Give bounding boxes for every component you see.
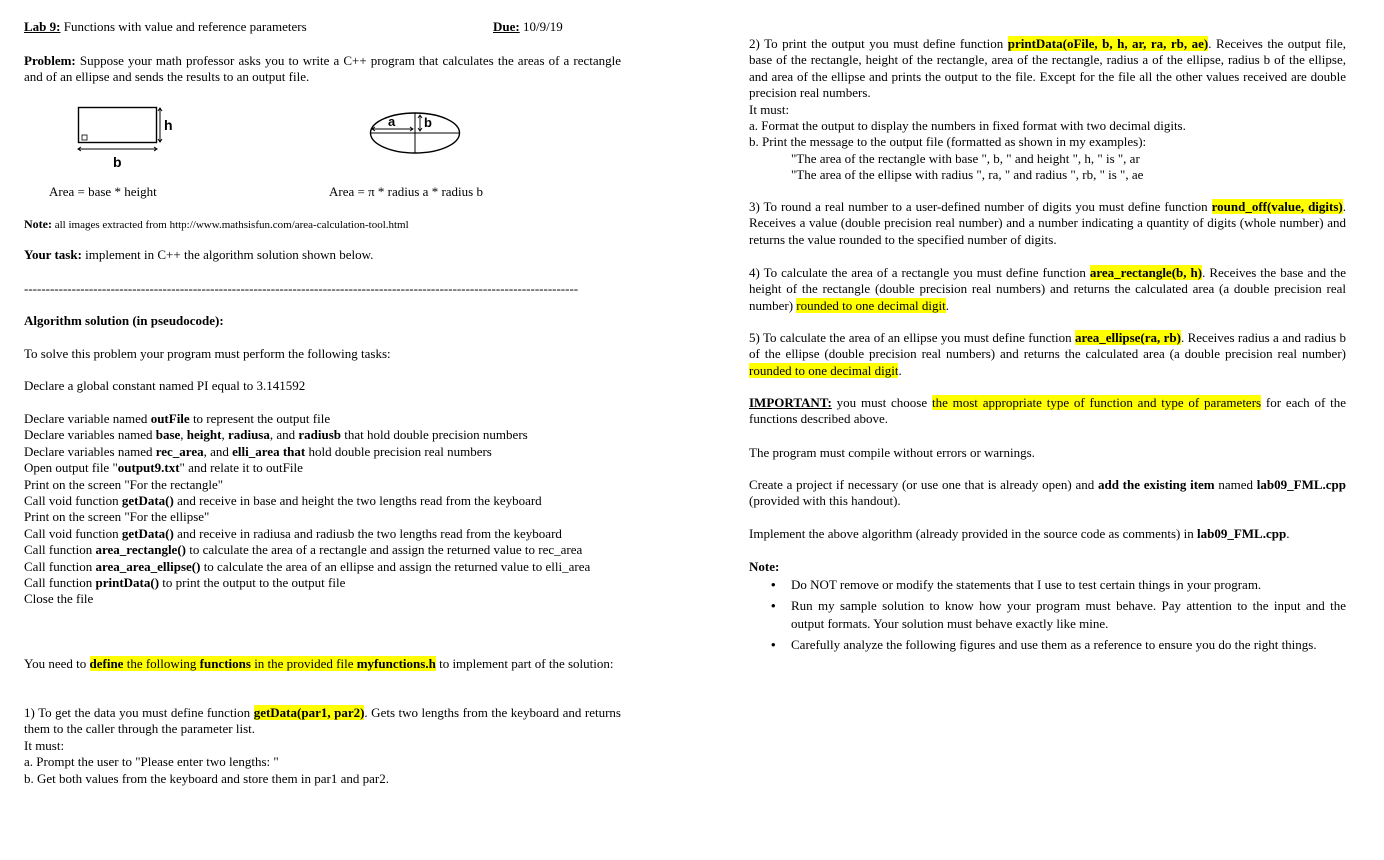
list-item: • Do NOT remove or modify the statements that I use to test certain things in your program. <box>791 576 1346 595</box>
note-text: all images extracted from http://www.mathsisfun.com/area-calculation-tool.html <box>54 219 409 231</box>
task-label: Your task: <box>24 247 82 262</box>
step-declare-lengths: Declare variables named base, height, radiusa, and radiusb that hold double precision numbers <box>24 427 528 443</box>
step-area-rectangle: Call function area_rectangle() to calculate the area of a rectangle and assign the returned value to rec_area <box>24 542 583 558</box>
step-declare-areas: Declare variables named rec_area, and elli_area that hold double precision real numbers <box>24 443 492 459</box>
list-item: • Run my sample solution to know how your program must behave. Pay attention to the input and the output formats. Your solution must behave exactly like mine. <box>791 597 1346 634</box>
ellipse-b-label: b <box>424 115 432 130</box>
lab-label: Lab 9: <box>24 19 61 34</box>
step-print-rectangle: Print on the screen "For the rectangle" <box>24 476 224 492</box>
step-open-file: Open output file "output9.txt" and relate it to outFile <box>24 460 303 476</box>
algorithm-steps <box>24 411 621 608</box>
task-line <box>24 247 621 263</box>
function-2-printdata: 2) To print the output you must define function printData(oFile, b, h, ar, ra, rb, ae). Receives the output file, base of the rectangle, height of the rectangle, area of the rectangle, radius a of the ellipse, radius b of the ellipse, and area of the ellipse and prints the output to the file. Except for the file all the other values received are double precision real numbers. It must: a. Format the output to display the numbers in fixed format with two decimal digits. b. Print the message to the output file (formatted as shown in my examples): "The area of the rectangle with base ", b, " and height ", h, " is ", ar "The area of the ellipse with radius ", ra, " and radius ", rb, " is ", ae <box>749 36 1346 183</box>
function-1-getdata: 1) To get the data you must define function getData(par1, par2). Gets two lengths from the keyboard and returns them to the caller through the parameter list. It must: a. Prompt the user to "Please enter two lengths: " b. Get both values from the keyboard and store them in par1 and par2. <box>24 705 621 786</box>
implement-paragraph: Implement the above algorithm (already provided in the source code as comments) in lab09_FML.cpp. <box>749 526 1290 541</box>
ellipse-formula: Area = π * radius a * radius b <box>329 184 483 199</box>
list-item: • Carefully analyze the following figures and use them as a reference to ensure you do the right things. <box>791 636 1346 655</box>
note-heading: Note: <box>749 559 780 574</box>
ellipse-figure <box>369 110 464 156</box>
note-source <box>24 216 621 233</box>
function-5-area-ellipse: 5) To calculate the area of an ellipse you must define function area_ellipse(ra, rb). Receives radius a and radius b of the ellipse (double precision real numbers) and returns the calculated area (a double precision real number) rounded to one decimal digit. <box>749 330 1346 378</box>
problem-label: Problem: <box>24 53 76 68</box>
function-3-roundoff: 3) To round a real number to a user-defined number of digits you must define function round_off(value, digits). Receives a value (double precision real number) and a number indicating a quantity of digits (whole number) and returns the value rounded to the specified number of digits. <box>749 199 1346 247</box>
define-functions-paragraph: You need to define the following functions in the provided file myfunctions.h to implement part of the solution: <box>24 656 614 671</box>
lab-title: Functions with value and reference parameters <box>63 19 307 34</box>
step-outfile: Declare variable named outFile to represent the output file <box>24 411 331 426</box>
step-area-ellipse: Call function area_area_ellipse() to calculate the area of an ellipse and assign the returned value to elli_area <box>24 558 591 574</box>
rect-h-label: h <box>164 117 173 133</box>
function-4-area-rectangle: 4) To calculate the area of a rectangle you must define function area_rectangle(b, h). Receives the base and the height of the rectangle (double precision real numbers) and returns the calculated area (a double precision real number) rounded to one decimal digit. <box>749 265 1346 313</box>
ellipse-a-label: a <box>388 114 396 129</box>
compile-note: The program must compile without errors or warnings. <box>749 445 1035 460</box>
rect-b-label: b <box>113 154 122 170</box>
step-print-data: Call function printData() to print the output to the output file <box>24 575 346 591</box>
example-rectangle: "The area of the rectangle with base ", b, " and height ", h, " is ", ar <box>791 150 1140 166</box>
due-date: Due: 10/9/19 <box>493 19 563 34</box>
rectangle-figure <box>74 102 214 172</box>
project-paragraph: Create a project if necessary (or use one that is already open) and add the existing item named lab09_FML.cpp (provided with this handout). <box>749 477 1346 509</box>
problem-text: Suppose your math professor asks you to write a C++ program that calculates the areas of a rectangle and of an ellipse and sends the results to an output file. <box>24 53 621 85</box>
notes-list <box>749 576 1346 656</box>
step-print-ellipse: Print on the screen "For the ellipse" <box>24 509 210 525</box>
task-text: implement in C++ the algorithm solution shown below. <box>85 247 374 262</box>
rect-formula: Area = base * height <box>49 184 157 199</box>
step-getdata-rect: Call void function getData() and receive in base and height the two lengths read from the keyboard <box>24 493 542 509</box>
separator-line: -------------------------------------------------------------------------------------------------------------------------------- <box>24 281 579 296</box>
note-label: Note: <box>24 217 52 231</box>
example-ellipse: "The area of the ellipse with radius ", ra, " and radius ", rb, " is ", ae <box>791 167 1144 183</box>
algorithm-intro: To solve this problem your program must perform the following tasks: <box>24 346 391 361</box>
problem-paragraph <box>24 53 621 86</box>
step-getdata-ellipse: Call void function getData() and receive in radiusa and radiusb the two lengths read from the keyboard <box>24 525 562 541</box>
algorithm-heading: Algorithm solution (in pseudocode): <box>24 313 224 328</box>
lab-header <box>24 19 621 35</box>
step-close-file: Close the file <box>24 591 94 607</box>
declare-pi: Declare a global constant named PI equal to 3.141592 <box>24 378 306 393</box>
important-paragraph: IMPORTANT: you must choose the most appropriate type of function and type of parameters for each of the functions described above. <box>749 395 1346 427</box>
